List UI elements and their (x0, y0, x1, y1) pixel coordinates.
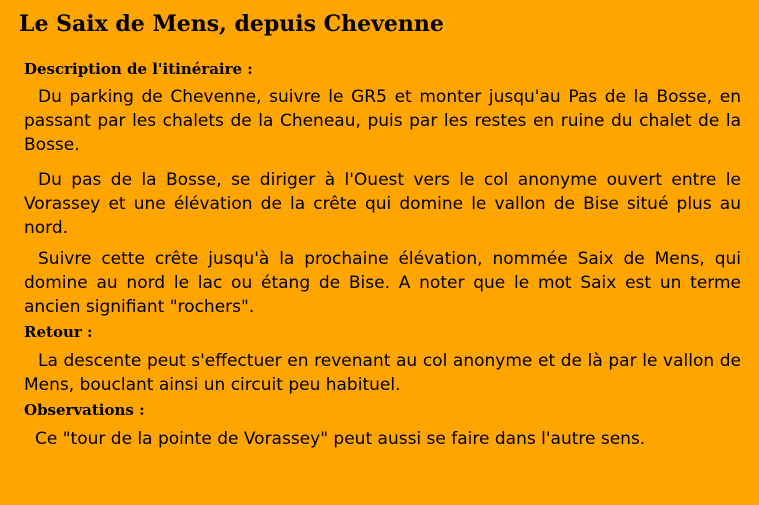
observations-paragraph: Ce "tour de la pointe de Vorassey" peut aussi se faire dans l'autre sens. (35, 429, 646, 449)
page-title: Le Saix de Mens, depuis Chevenne (19, 11, 444, 37)
description-paragraph: Suivre cette crête jusqu'à la prochaine élévation, nommée Saix de Mens, qui domine au nord le lac ou étang de Bise. A noter que le mot Saix est un terme ancien signifiant "rochers". (24, 249, 741, 317)
description-paragraph: Du parking de Chevenne, suivre le GR5 et monter jusqu'au Pas de la Bosse, en passant par les chalets de la Cheneau, puis par les restes en ruine du chalet de la Bosse. (24, 87, 741, 155)
retour-paragraph: La descente peut s'effectuer en revenant au col anonyme et de là par le vallon de Mens, bouclant ainsi un circuit peu habituel. (24, 351, 741, 395)
observations-heading: Observations : (24, 401, 145, 419)
description-heading: Description de l'itinéraire : (24, 60, 253, 78)
retour-heading: Retour : (24, 323, 93, 341)
description-paragraph: Du pas de la Bosse, se diriger à l'Ouest vers le col anonyme ouvert entre le Vorassey et une élévation de la crête qui domine le vallon de Bise situé plus au nord. (24, 170, 741, 238)
